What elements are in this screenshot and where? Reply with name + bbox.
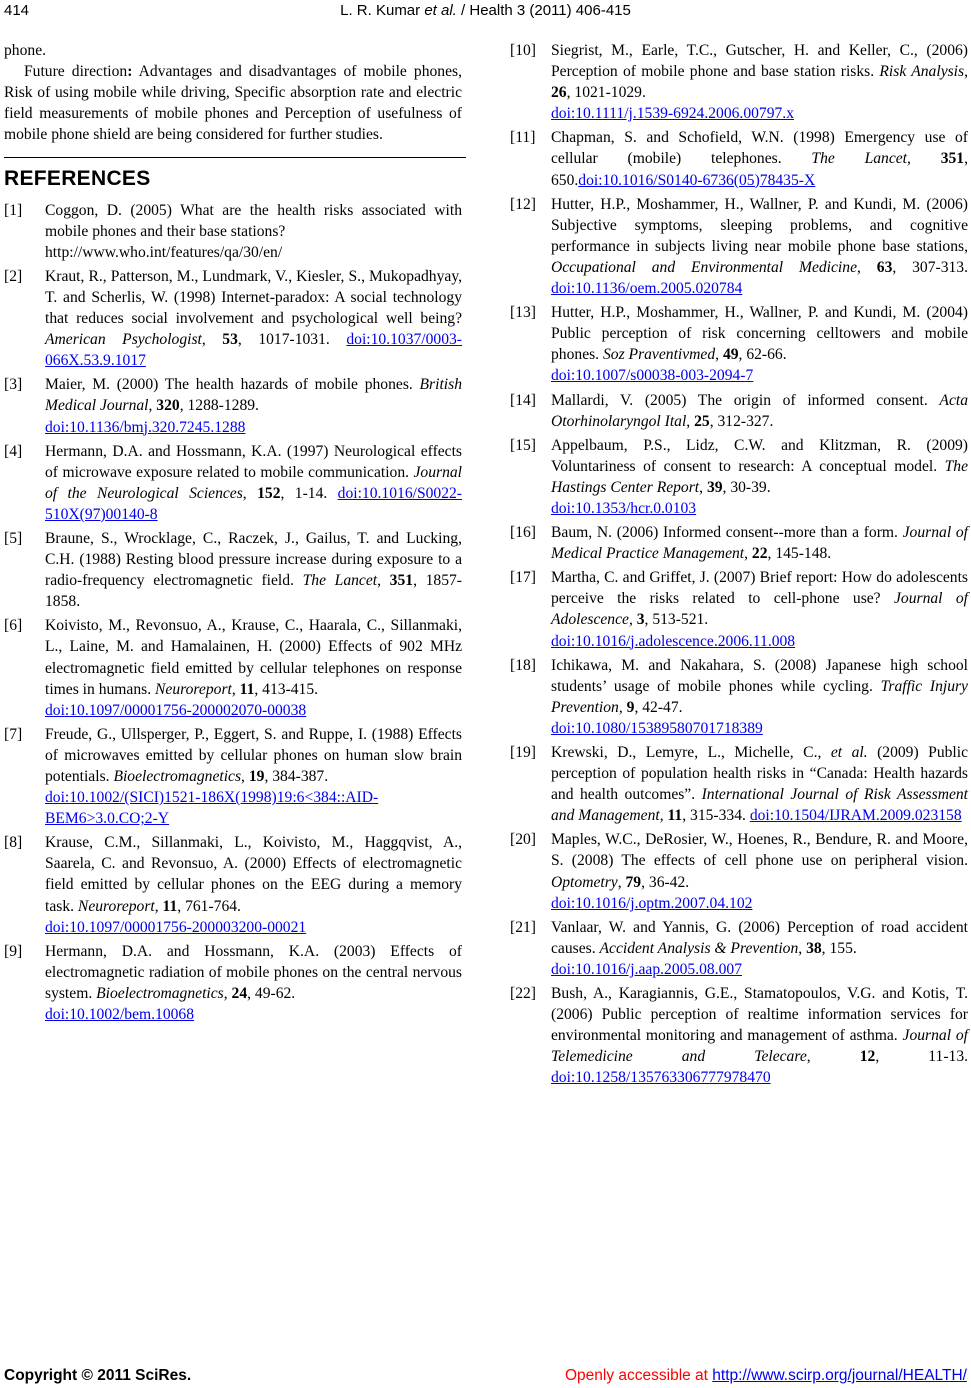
- doi-link[interactable]: doi:10.1037/0003-066X.53.9.1017: [45, 331, 462, 370]
- reference-volume: 320: [156, 397, 180, 415]
- future-direction-paragraph: Future direction: Advantages and disadvantages of mobile phones, Risk of using mobile while driving, Specific absorption rate and electric field measurements of mobile phones and Perception of usefulness of mobile phone shield are being considered for further studies.: [4, 63, 462, 144]
- reference-pages: , 42-47.: [634, 698, 683, 716]
- page-footer: [0, 1364, 971, 1388]
- reference-sep: ,: [699, 478, 707, 496]
- reference-sep: ,: [617, 873, 626, 891]
- references-heading: REFERENCES: [4, 167, 151, 191]
- reference-sep: ,: [964, 63, 968, 81]
- reference-text: [551, 522, 968, 564]
- reference-number: [3]: [4, 376, 23, 394]
- reference-authors-title: Maier, M. (2000) The health hazards of mobile phones.: [45, 376, 420, 394]
- reference-number: [4]: [4, 442, 23, 460]
- reference-journal: Soz Praventivmed: [602, 346, 716, 364]
- reference-sep: ,: [154, 897, 163, 915]
- reference-journal: Neuroreport: [155, 680, 232, 698]
- reference-authors-title: Appelbaum, P.S., Lidz, C.W. and Klitzman, R. (2009) Voluntariness of consent to research: A conceptual model.: [551, 436, 968, 475]
- right-column: [510, 40, 968, 1092]
- reference-text: [551, 302, 968, 386]
- reference-entry: [510, 390, 968, 432]
- reference-journal: Acta Otorhinolaryngol Ital: [551, 391, 968, 430]
- reference-entry: [4, 266, 462, 371]
- reference-volume: 19: [248, 768, 265, 785]
- doi-link[interactable]: doi:10.1016/j.optm.2007.04.102: [551, 894, 753, 912]
- reference-number: [10]: [510, 42, 536, 59]
- reference-text: [45, 528, 462, 612]
- reference-volume: 11: [239, 680, 255, 698]
- running-head: L. R. Kumar et al. / Health 3 (2011) 406-415: [340, 2, 631, 19]
- reference-number: [19]: [510, 744, 536, 761]
- reference-entry: [4, 724, 462, 829]
- reference-entry: [4, 441, 462, 525]
- reference-number: [11]: [510, 129, 536, 147]
- reference-entry: [510, 655, 968, 739]
- reference-volume: 152: [257, 484, 281, 502]
- doi-link[interactable]: doi:10.1097/00001756-200002070-00038: [45, 701, 307, 719]
- reference-journal: Journal of the Neurological Sciences: [45, 463, 462, 502]
- reference-sep: ,: [242, 484, 258, 502]
- open-access-note: Openly accessible at http://www.scirp.org/journal/HEALTH/: [564, 1367, 967, 1384]
- reference-sep: ,: [798, 939, 807, 957]
- reference-entry: [4, 528, 462, 612]
- reference-authors-title: Braune, S., Wrocklage, C., Raczek, J., Gailus, T. and Lucking, C.H. (1988) Resting blood pressure increase during exposure to a radio-frequency electromagnetic field.: [45, 529, 462, 590]
- doi-link[interactable]: doi:10.1136/bmj.320.7245.1288: [45, 418, 246, 436]
- reference-authors-title: Ichikawa, M. and Nakahara, S. (2008) Japanese high school students’ usage of mobile phones while cycling.: [551, 656, 968, 695]
- reference-url: http://www.who.int/features/qa/30/en/: [45, 243, 283, 261]
- reference-sep: ,: [686, 412, 695, 430]
- reference-authors-title: Bush, A., Karagiannis, G.E., Stamatopoulos, V.G. and Kotis, T. (2006) Public perception of realtime information services for environmental monitoring and management of asthma.: [551, 985, 968, 1045]
- doi-link[interactable]: doi:10.1016/S0022-510X(97)00140-8: [45, 484, 462, 523]
- reference-entry: [510, 194, 968, 299]
- doi-link[interactable]: doi:10.1016/j.adolescence.2006.11.008: [551, 632, 796, 650]
- page-number: 414: [4, 2, 30, 19]
- reference-pages: , 307-313.: [892, 258, 968, 276]
- reference-sep: ,: [223, 984, 232, 1002]
- reference-entry: [4, 832, 462, 937]
- reference-number: [5]: [4, 529, 23, 547]
- doi-link[interactable]: doi:10.1080/15389580701718389: [551, 719, 763, 737]
- reference-authors-title: Martha, C. and Griffet, J. (2007) Brief report: How do adolescents perceive the risks related to cell-phone use?: [551, 569, 968, 608]
- doi-link[interactable]: doi:10.1258/135763306777978470: [551, 1069, 771, 1087]
- reference-journal: Traffic Injury Prevention: [551, 677, 968, 716]
- reference-number: [22]: [510, 985, 536, 1003]
- reference-authors-title: Kraut, R., Patterson, M., Lundmark, V., Kiesler, S., Mukopadhyay, T. and Scherlis, W. (1998) Internet-paradox: A social technology that reduces social involvement and psychological well being?: [45, 267, 462, 328]
- reference-number: [17]: [510, 569, 536, 587]
- reference-volume: 11: [162, 897, 178, 915]
- copyright: Copyright © 2011 SciRes.: [4, 1367, 192, 1384]
- reference-entry: [510, 917, 968, 980]
- reference-volume: 25: [694, 412, 710, 430]
- reference-number: [2]: [4, 267, 23, 285]
- doi-link[interactable]: doi:10.1353/hcr.0.0103: [551, 499, 697, 517]
- reference-text: [551, 742, 968, 826]
- reference-volume: 351: [940, 150, 965, 168]
- reference-volume: 22: [751, 545, 768, 563]
- reference-authors-title: Chapman, S. and Schofield, W.N. (1998) Emergency use of cellular (mobile) telephones.: [551, 129, 968, 168]
- reference-number: [21]: [510, 918, 536, 936]
- reference-authors-title: Hutter, H.P., Moshammer, H., Wallner, P. and Kundi, M. (2004) Public perception of risk concerning celltowers and mobile phones.: [551, 304, 968, 364]
- reference-authors-title: Mallardi, V. (2005) The origin of informed consent.: [551, 391, 940, 409]
- reference-sep: ,: [148, 397, 157, 415]
- reference-pages: , 145-148.: [767, 545, 832, 563]
- reference-journal: Bioelectromagnetics: [96, 984, 224, 1002]
- reference-entry: [510, 127, 968, 190]
- reference-entry: [4, 941, 462, 1025]
- reference-sep: ,: [806, 1048, 860, 1066]
- reference-volume: 9: [626, 698, 635, 716]
- reference-journal: International Journal of Risk Assessment and Management: [551, 786, 969, 825]
- reference-authors-title: Freude, G., Ullsperger, P., Eggert, S. and Ruppe, I. (1988) Effects of microwaves emitted by cellular phones on human slow brain potentials.: [45, 725, 462, 785]
- reference-entry: [510, 567, 968, 651]
- reference-authors-title: Hermann, D.A. and Hossmann, K.A. (2003) Effects of electromagnetic radiation of mobile phones on the central nervous system.: [45, 942, 462, 1002]
- reference-pages: , 315-334.: [682, 807, 750, 825]
- reference-pages: , 62-66.: [738, 346, 787, 364]
- reference-pages: , 36-42.: [641, 873, 690, 891]
- reference-journal: Journal of Adolescence: [551, 590, 968, 629]
- doi-link[interactable]: doi:10.1016/j.aap.2005.08.007: [551, 960, 743, 978]
- reference-pages: , 11-13.: [875, 1048, 969, 1066]
- reference-journal: Occupational and Environmental Medicine: [551, 258, 857, 276]
- doi-link[interactable]: doi:10.1111/j.1539-6924.2006.00797.x: [551, 105, 794, 123]
- reference-text: [551, 435, 968, 519]
- reference-text: [551, 127, 968, 190]
- reference-pages: , 1021-1029.: [566, 84, 646, 102]
- reference-volume: 38: [806, 939, 822, 957]
- reference-list-right: [510, 40, 968, 1089]
- reference-sep: ,: [907, 150, 941, 168]
- reference-list-left: [4, 200, 462, 1026]
- reference-pages: , 650.: [551, 150, 968, 189]
- reference-number: [7]: [4, 725, 23, 743]
- reference-pages: , 1017-1031.: [237, 331, 347, 349]
- reference-number: [20]: [510, 831, 536, 849]
- reference-pages: , 1288-1289.: [179, 397, 259, 415]
- reference-title-cont: (2009) Public perception of population health risks in “Canada: Health hazards and health outcomes”.: [551, 744, 968, 804]
- reference-text: [45, 941, 462, 1025]
- reference-authors-title: Koivisto, M., Revonsuo, A., Krause, C., Haarala, C., Sillanmaki, L., Laine, M. and Hamalainen, H. (2000) Effects of 902 MHz electromagnetic field emitted by cellular telephones on response times in humans.: [45, 617, 462, 698]
- reference-text: [45, 832, 462, 937]
- reference-et-al: et al.: [830, 744, 868, 761]
- running-header: [0, 0, 971, 22]
- reference-pages: , 761-764.: [177, 897, 241, 915]
- reference-journal: Risk Analysis: [879, 63, 965, 81]
- reference-number: [13]: [510, 304, 536, 322]
- reference-journal: Journal of Telemedicine and Telecare: [551, 1027, 968, 1066]
- reference-authors-title: Vanlaar, W. and Yannis, G. (2006) Perception of road accident causes.: [551, 918, 968, 957]
- reference-journal: Neuroreport: [77, 897, 155, 915]
- reference-text: [551, 983, 968, 1088]
- reference-text: [45, 200, 462, 263]
- doi-link[interactable]: doi:10.1504/IJRAM.2009.023158: [749, 807, 962, 825]
- reference-journal: The Lancet: [302, 572, 378, 590]
- reference-authors-title: Baum, N. (2006) Informed consent--more than a form.: [551, 524, 903, 542]
- reference-entry: [4, 200, 462, 263]
- reference-text: [551, 390, 968, 432]
- reference-number: [1]: [4, 201, 23, 219]
- doi-link[interactable]: doi:10.1097/00001756-200003200-00021: [45, 918, 307, 936]
- reference-volume: 49: [722, 346, 739, 364]
- reference-journal: The Hastings Center Report: [551, 457, 968, 496]
- reference-entry: [4, 615, 462, 720]
- reference-journal: British Medical Journal: [45, 376, 462, 415]
- reference-pages: , 1857-1858.: [45, 572, 463, 611]
- reference-sep: ,: [628, 611, 637, 629]
- reference-volume: 11: [667, 807, 683, 825]
- reference-entry: [510, 302, 968, 386]
- reference-sep: ,: [201, 331, 223, 349]
- left-column: [4, 40, 462, 1028]
- reference-sep: ,: [241, 768, 249, 785]
- reference-authors-title: Siegrist, M., Earle, T.C., Gutscher, H. and Keller, C., (2006) Perception of mobile phone and base station risks.: [551, 42, 968, 81]
- reference-sep: ,: [857, 258, 877, 276]
- reference-sep: ,: [715, 346, 723, 364]
- reference-text: [45, 724, 462, 829]
- reference-volume: 351: [389, 572, 414, 590]
- reference-volume: 26: [551, 84, 567, 102]
- reference-journal: American Psychologist: [45, 331, 202, 349]
- reference-volume: 79: [625, 873, 642, 891]
- reference-pages: , 513-521.: [644, 611, 709, 629]
- future-direction-text: Advantages and disadvantages of mobile phones, Risk of using mobile while driving, Specific absorption rate and electric field measurements of mobile phones and Perception of usefulness of mobile phone shield are being considered for further studies.: [4, 63, 462, 144]
- reference-number: [16]: [510, 524, 536, 542]
- reference-entry: [4, 374, 462, 437]
- reference-entry: [510, 435, 968, 519]
- reference-text: [45, 615, 462, 720]
- reference-authors-title: Krewski, D., Lemyre, L., Michelle, C.,: [551, 744, 831, 761]
- reference-number: [6]: [4, 617, 23, 635]
- reference-journal: Accident Analysis & Prevention: [599, 939, 799, 957]
- reference-journal: The Lancet: [811, 150, 908, 168]
- reference-text: [551, 567, 968, 651]
- reference-entry: [510, 522, 968, 564]
- reference-sep: ,: [744, 545, 752, 563]
- reference-authors-title: Krause, C.M., Sillanmaki, L., Koivisto, M., Haggqvist, A., Saarela, C. and Revonsuo, A. (2000) Effects of electromagnetic field emitted by cellular phones on the EEG during a memory task.: [45, 834, 462, 915]
- reference-number: [8]: [4, 834, 23, 852]
- reference-text: [551, 829, 968, 913]
- doi-link[interactable]: doi:10.1002/bem.10068: [45, 1006, 195, 1024]
- reference-sep: ,: [377, 572, 390, 590]
- reference-volume: 39: [706, 478, 723, 496]
- reference-entry: [510, 829, 968, 913]
- reference-journal: Journal of Medical Practice Management: [551, 524, 968, 563]
- reference-entry: [510, 40, 968, 124]
- journal-link[interactable]: http://www.scirp.org/journal/HEALTH/: [712, 1367, 967, 1384]
- reference-volume: 53: [222, 331, 238, 349]
- reference-text: [551, 40, 968, 124]
- doi-link[interactable]: doi:10.1016/S0140-6736(05)78435-X: [578, 171, 816, 189]
- reference-authors-title: Coggon, D. (2005) What are the health risks associated with mobile phones and their base stations?: [45, 201, 462, 240]
- reference-sep: ,: [659, 807, 668, 825]
- reference-sep: ,: [618, 698, 627, 716]
- section-divider: [4, 157, 466, 158]
- reference-pages: , 30-39.: [722, 478, 771, 496]
- reference-number: [15]: [510, 436, 536, 454]
- reference-journal: Bioelectromagnetics: [113, 768, 242, 785]
- reference-text: [45, 441, 462, 525]
- reference-text: [45, 374, 462, 437]
- reference-number: [12]: [510, 195, 536, 213]
- doi-link[interactable]: doi:10.1002/(SICI)1521-186X(1998)19:6<384::AID-BEM6>3.0.CO;2-Y: [45, 789, 379, 828]
- reference-text: [551, 917, 968, 980]
- reference-number: [18]: [510, 656, 536, 674]
- reference-volume: 24: [231, 984, 248, 1002]
- reference-pages: , 155.: [821, 939, 857, 957]
- reference-text: [551, 194, 968, 299]
- reference-pages: , 384-387.: [264, 768, 329, 785]
- reference-journal: Optometry: [551, 873, 618, 891]
- reference-volume: 3: [636, 611, 645, 629]
- reference-sep: ,: [231, 680, 240, 698]
- reference-volume: 12: [859, 1048, 876, 1066]
- reference-pages: , 49-62.: [247, 984, 296, 1002]
- reference-entry: [510, 983, 968, 1088]
- reference-number: [9]: [4, 942, 23, 960]
- reference-authors-title: Hermann, D.A. and Hossmann, K.A. (1997) Neurological effects of microwave exposure related to mobile communication.: [45, 442, 462, 481]
- future-direction-label: Future direction: [24, 63, 128, 81]
- reference-pages: , 1-14.: [280, 484, 338, 502]
- reference-pages: , 413-415.: [254, 680, 319, 698]
- doi-link[interactable]: doi:10.1007/s00038-003-2094-7: [551, 367, 754, 385]
- reference-entry: [510, 742, 968, 826]
- doi-link[interactable]: doi:10.1136/oem.2005.020784: [551, 280, 743, 298]
- intro-fragment: phone.: [4, 42, 47, 59]
- reference-pages: , 312-327.: [709, 412, 774, 430]
- reference-number: [14]: [510, 391, 536, 409]
- reference-volume: 63: [876, 258, 893, 276]
- reference-authors-title: Maples, W.C., DeRosier, W., Hoenes, R., Bendure, R. and Moore, S. (2008) The effects of cell phone use on peripheral vision.: [551, 831, 968, 870]
- reference-text: [45, 266, 462, 371]
- reference-text: [551, 655, 968, 739]
- reference-authors-title: Hutter, H.P., Moshammer, H., Wallner, P. and Kundi, M. (2006) Subjective symptoms, sleeping problems, and cognitive performance in subjects living near mobile phone base stations,: [551, 195, 968, 255]
